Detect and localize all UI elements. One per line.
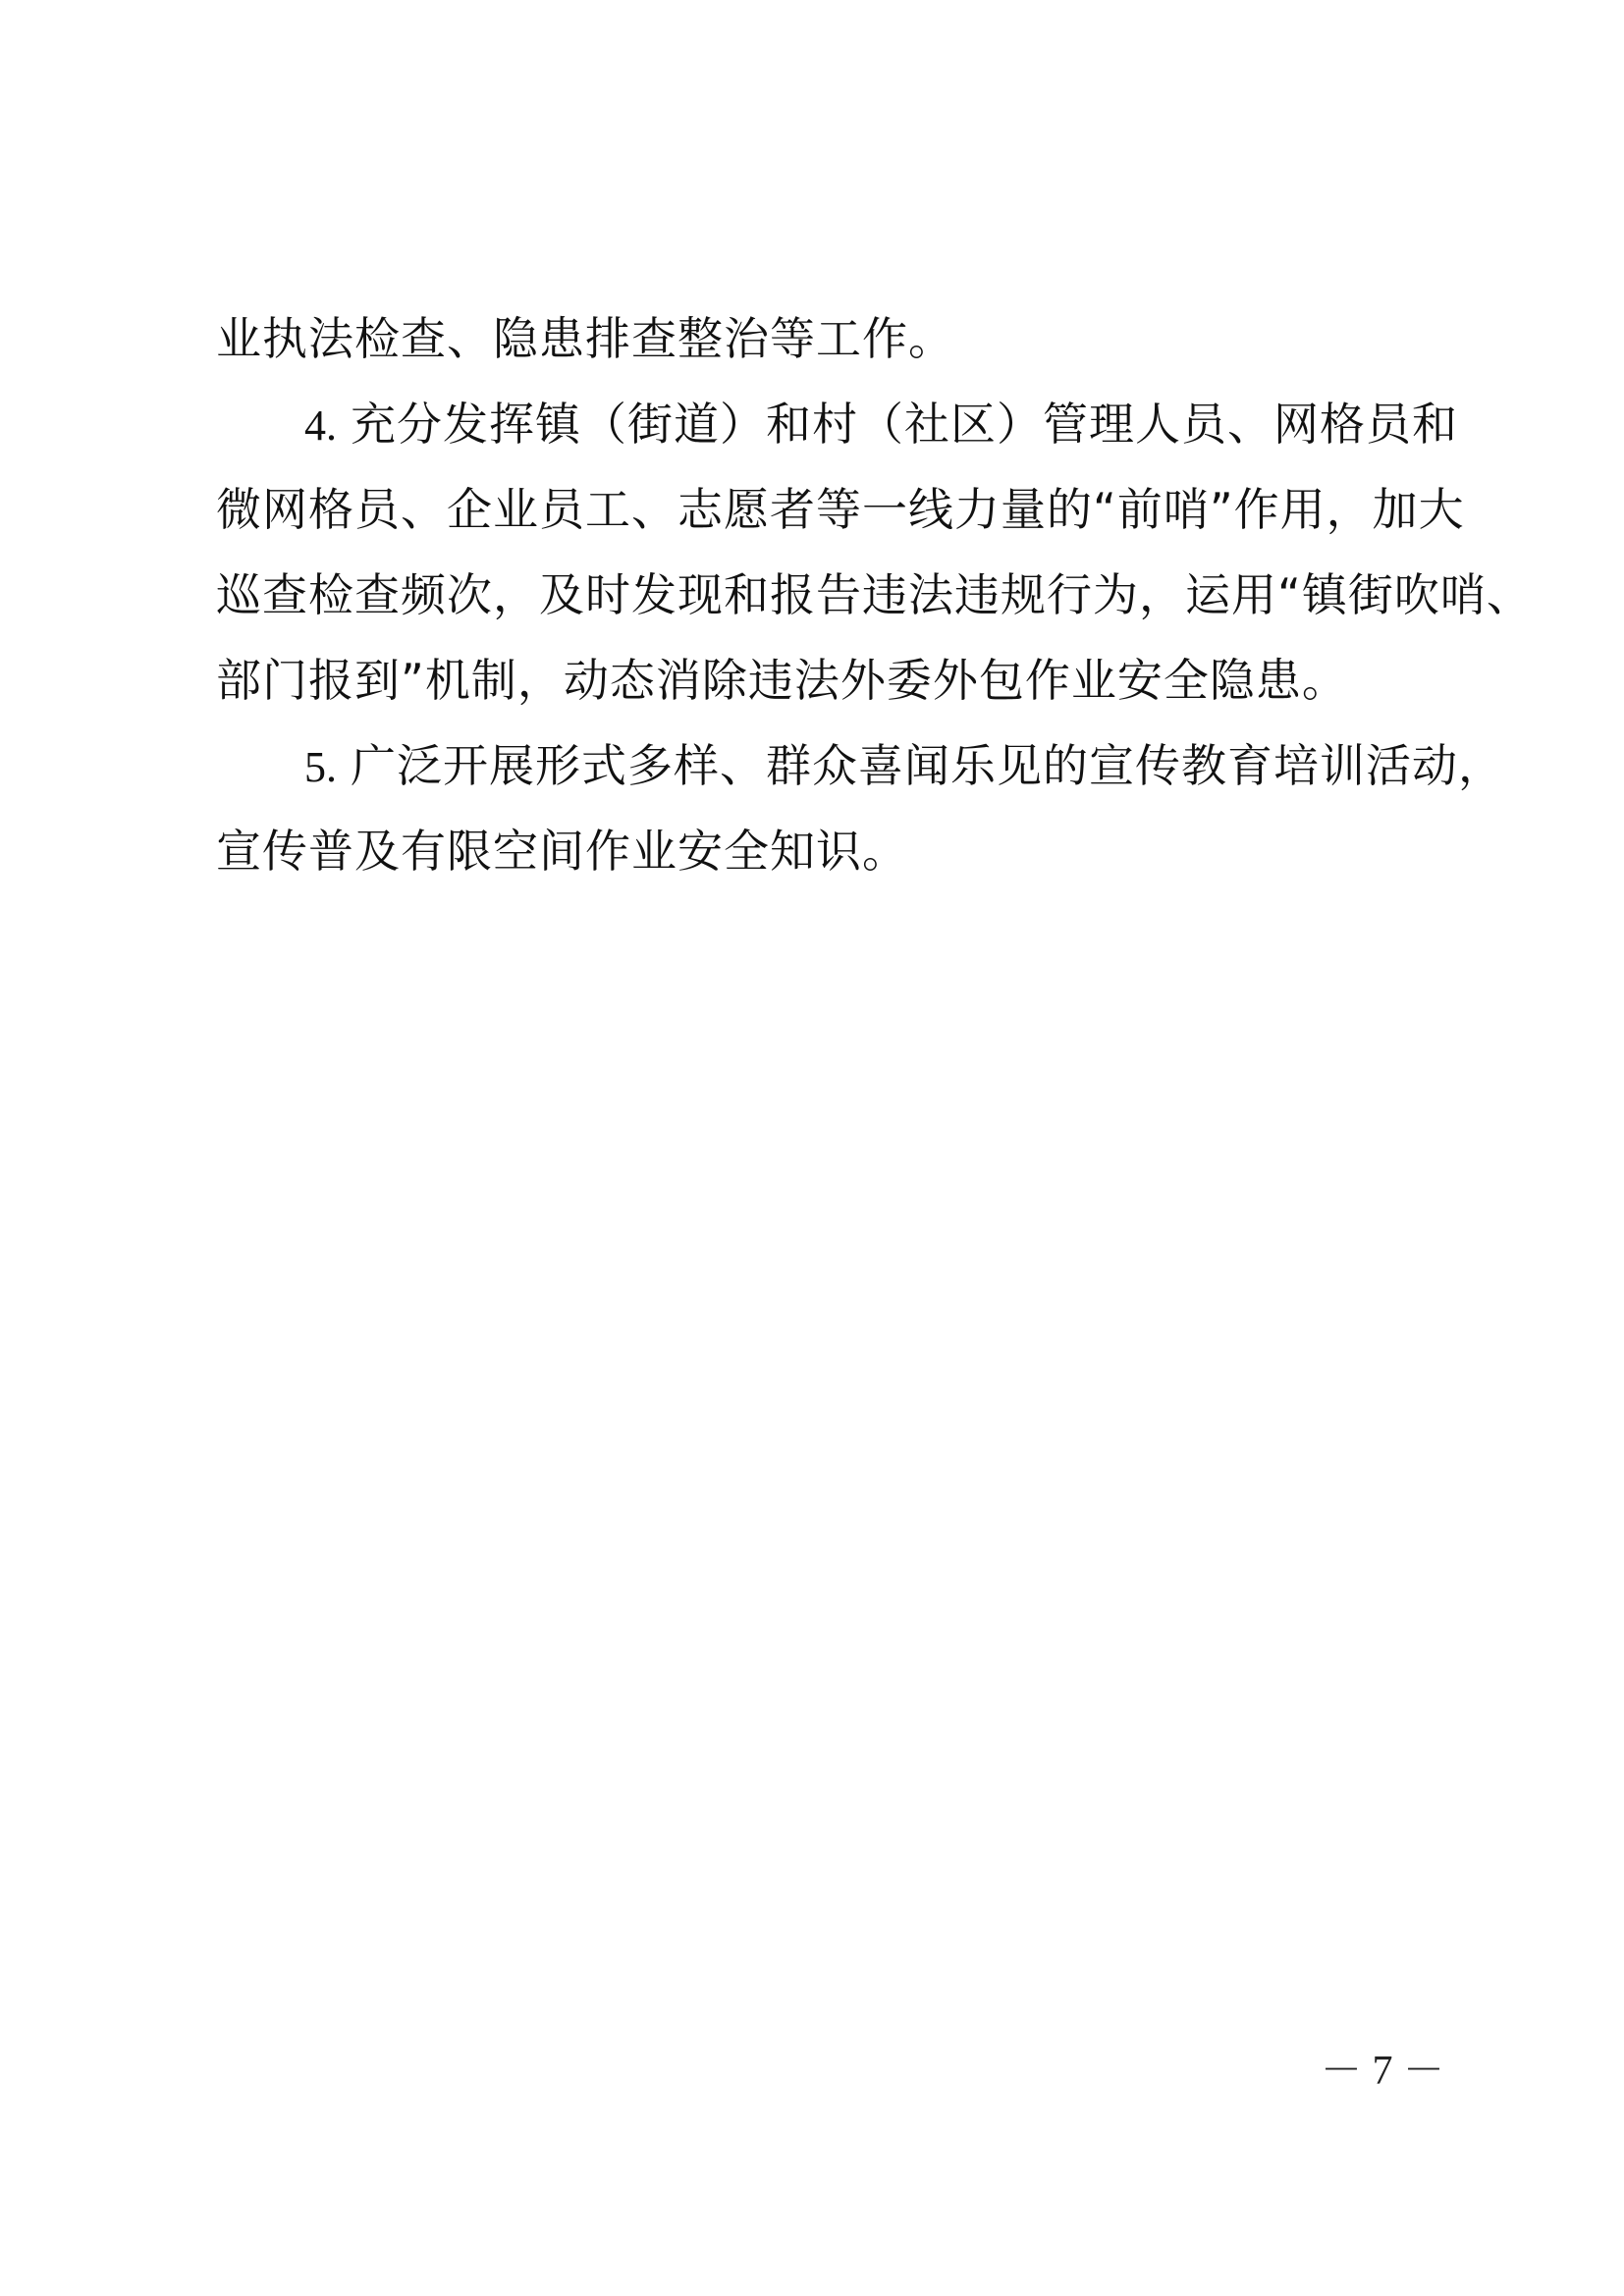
line-text: 巡查检查频次，及时发现和报告违法违规行为，运用“镇街吹哨、 (216, 568, 1533, 621)
paragraph-line (304, 395, 1458, 454)
paragraph-line (216, 651, 1434, 710)
page-number: － 7 － (1321, 2049, 1445, 2094)
line-text: 充分发挥镇（街道）和村（社区）管理人员、网格员和 (351, 398, 1458, 451)
line-text: 业执法检查、隐患排查整治等工作。 (216, 312, 954, 365)
line-text: 宣传普及有限空间作业安全知识。 (216, 825, 908, 878)
paragraph-line (216, 822, 1434, 881)
line-text: 广泛开展形式多样、群众喜闻乐见的宣传教育培训活动， (351, 739, 1504, 792)
list-number: 5. (304, 743, 337, 791)
paragraph-line (216, 480, 1465, 539)
list-number: 4. (304, 401, 337, 450)
paragraph-line (216, 309, 1434, 368)
line-text: 部门报到”机制，动态消除违法外委外包作业安全隐患。 (216, 654, 1348, 707)
paragraph-line (304, 736, 1504, 795)
paragraph-line (216, 565, 1533, 624)
line-text: 微网格员、企业员工、志愿者等一线力量的“前哨”作用，加大 (216, 483, 1465, 536)
